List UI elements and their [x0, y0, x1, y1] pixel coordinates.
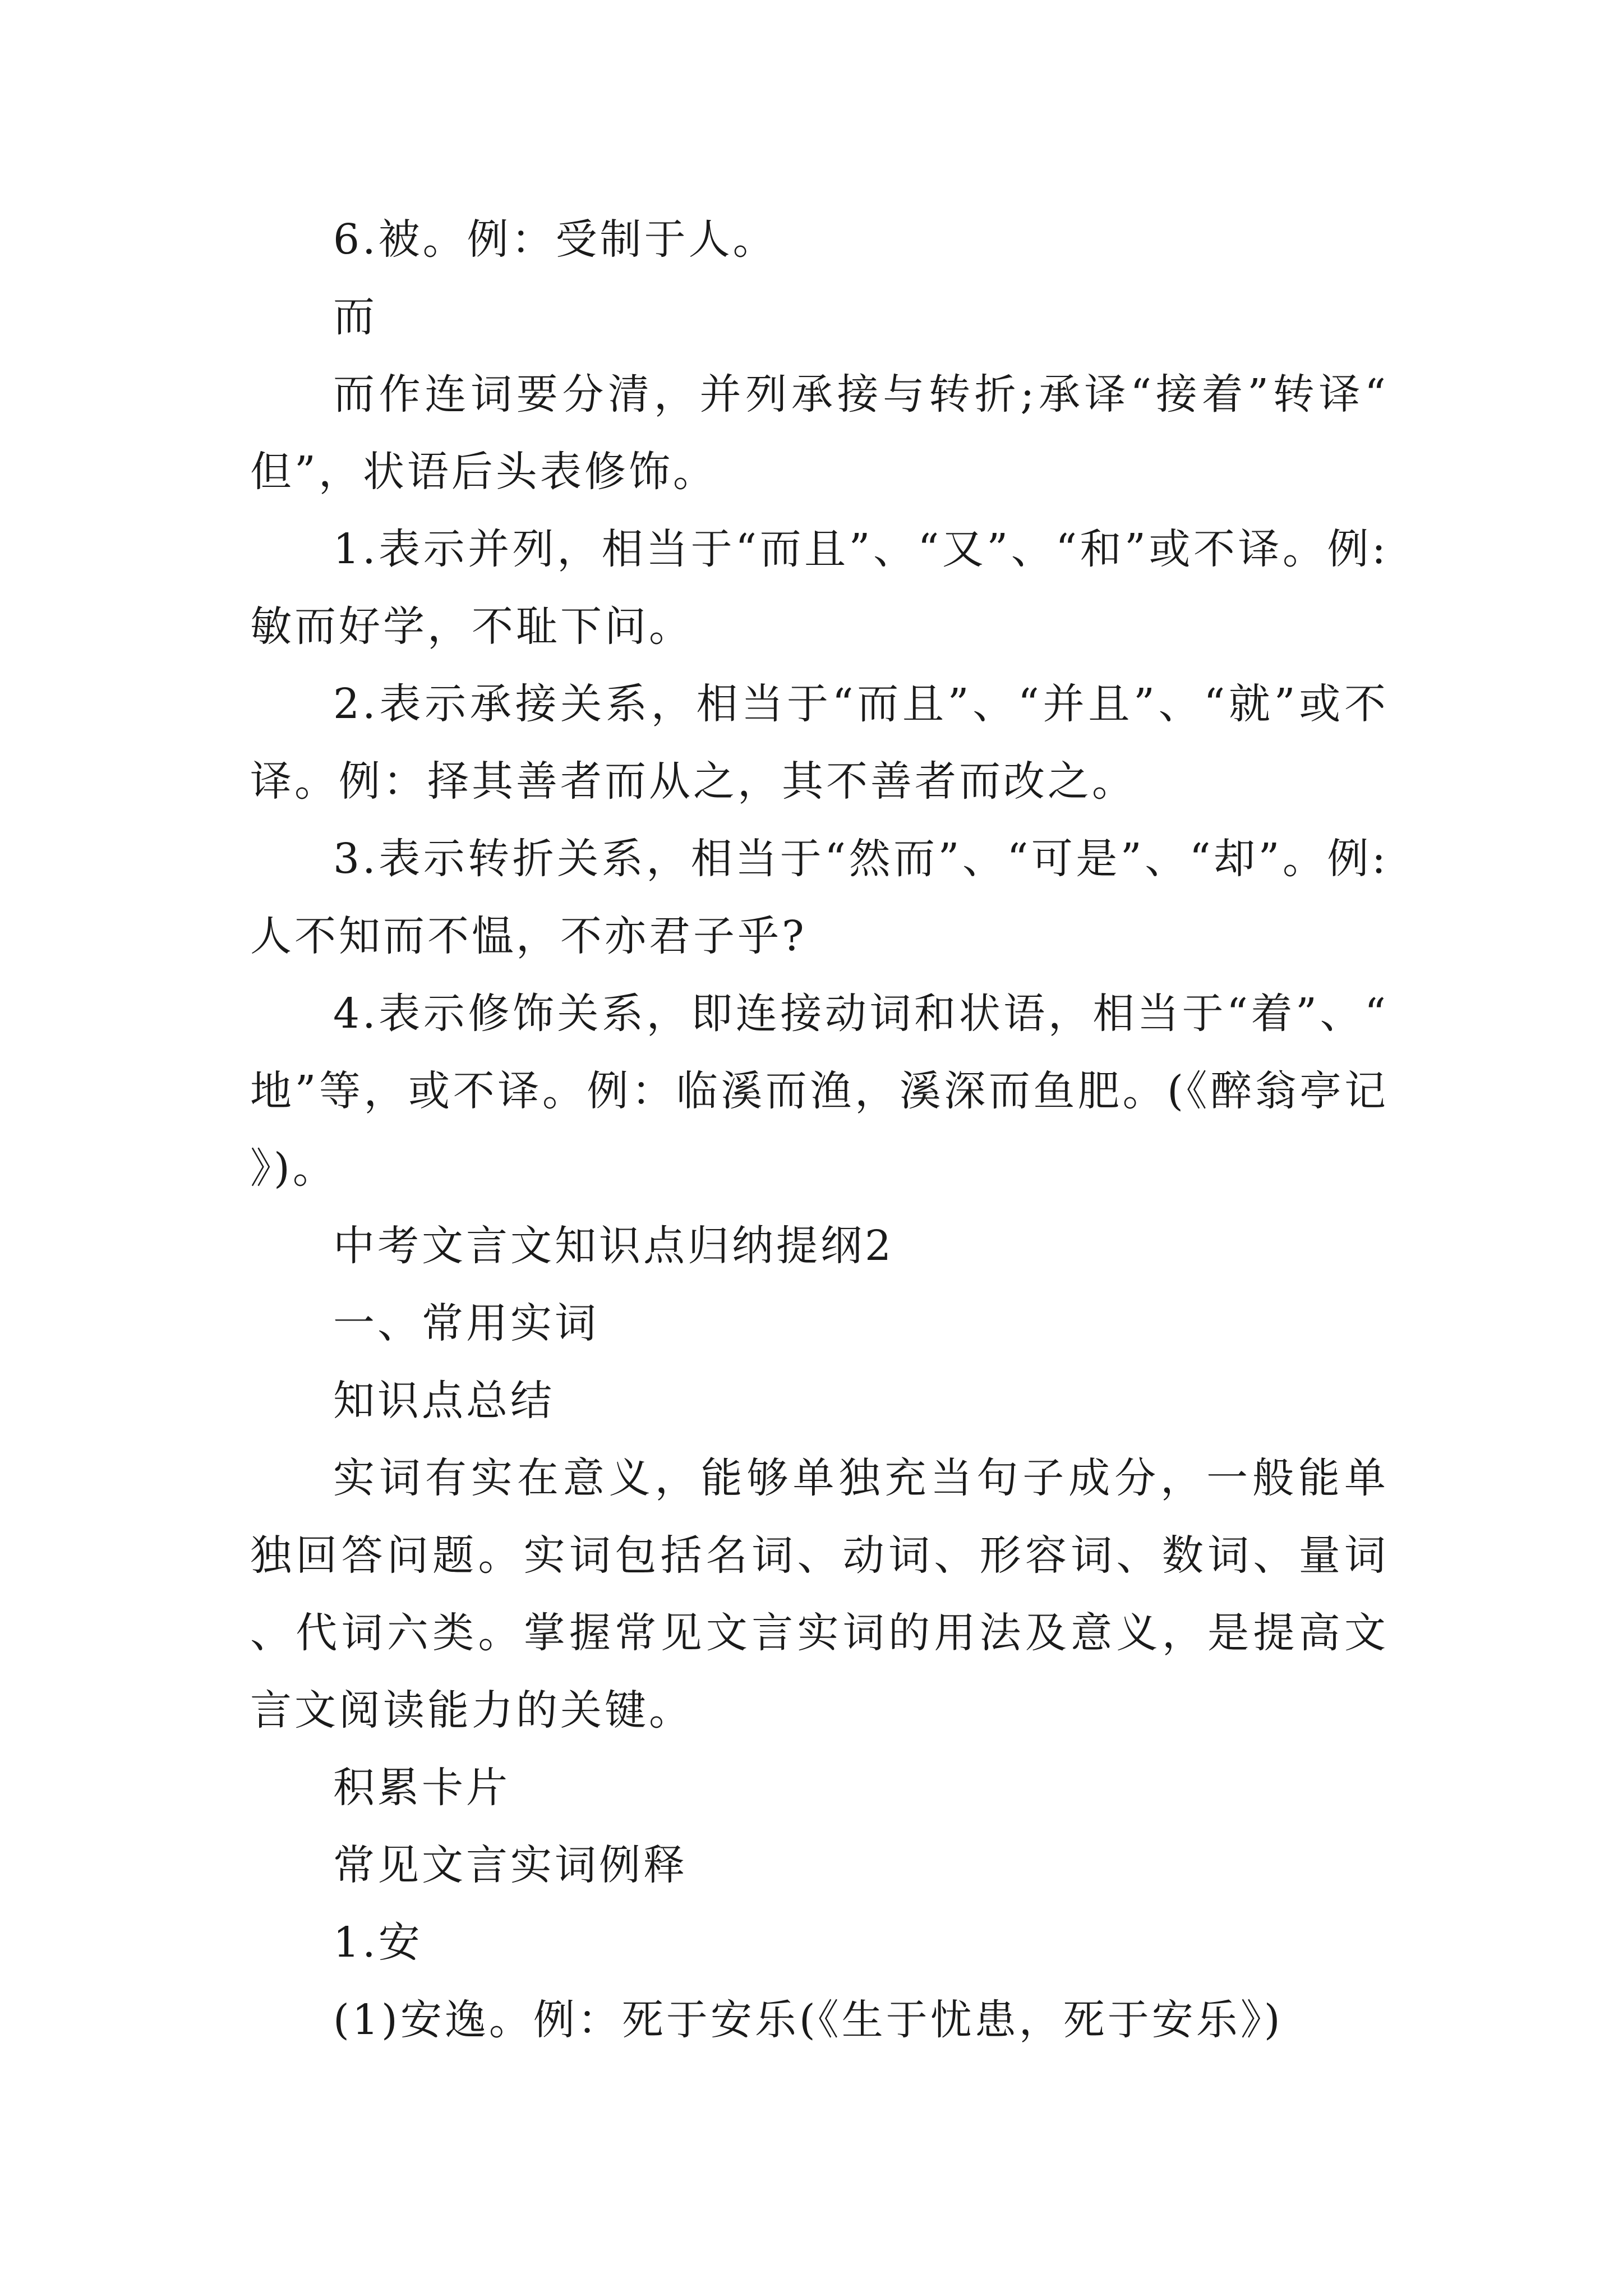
paragraph-2: 而	[333, 293, 377, 341]
paragraph-4: 1.表示并列，相当于“而且”、“又”、“和”或不译。例:敏而好学，不耻下问。	[250, 525, 1389, 651]
entry-heading: 1.安	[333, 1918, 423, 1967]
entry-meaning: (1)安逸。例：死于安乐(《生于忧患，死于安乐》)	[333, 1996, 1283, 2044]
paragraph-6: 3.表示转折关系，相当于“然而”、“可是”、“却”。例:人不知而不愠，不亦君子乎?	[250, 835, 1389, 960]
subsection-heading: 一、常用实词	[333, 1299, 599, 1347]
paragraph-3: 而作连词要分清，并列承接与转折;承译“接着”转译“但”，状语后头表修饰。	[250, 370, 1389, 496]
knowledge-summary-label: 知识点总结	[333, 1377, 555, 1425]
examples-title: 常见文言实词例释	[333, 1841, 688, 1889]
paragraph-1: 6.被。例：受制于人。	[333, 215, 777, 264]
paragraph-11: 实词有实在意义，能够单独充当句子成分，一般能单独回答问题。实词包括名词、动词、形容词、数词、量词、代词六类。掌握常见文言实词的用法及意义，是提高文言文阅读能力的关键。	[250, 1454, 1389, 1734]
paragraph-7: 4.表示修饰关系，即连接动词和状语，相当于“着”、“地”等，或不译。例：临溪而渔，溪深而鱼肥。(《醉翁亭记》)。	[250, 990, 1389, 1193]
paragraph-5: 2.表示承接关系，相当于“而且”、“并且”、“就”或不译。例：择其善者而从之，其不善者而改之。	[250, 680, 1389, 806]
section-heading: 中考文言文知识点归纳提纲2	[333, 1222, 895, 1270]
card-label: 积累卡片	[333, 1764, 510, 1812]
document-body	[250, 201, 1389, 2059]
